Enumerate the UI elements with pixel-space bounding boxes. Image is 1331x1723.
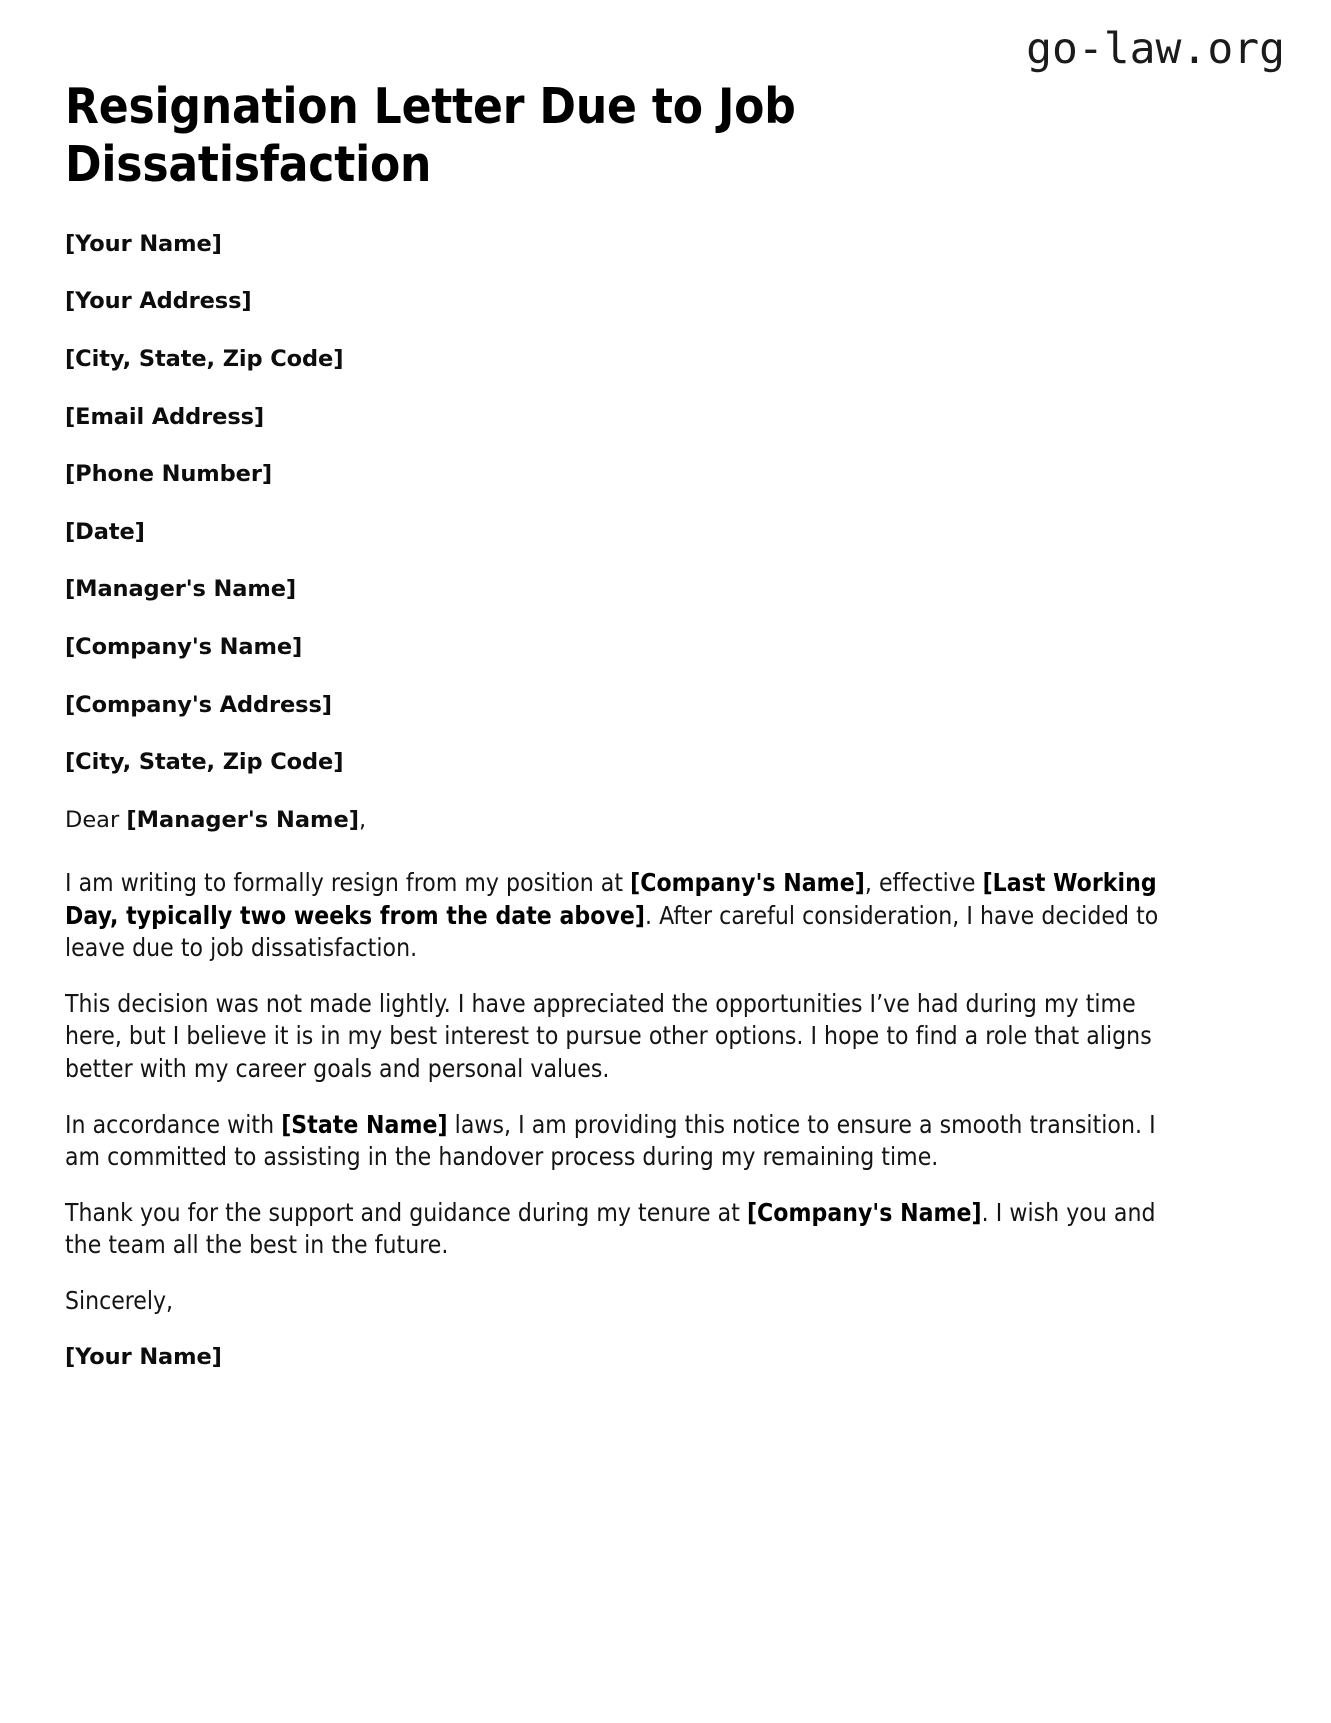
header-placeholder-line: [Company's Name] xyxy=(65,634,303,660)
page-title: Resignation Letter Due to Job Dissatisfaction xyxy=(65,78,796,193)
letter-body-block xyxy=(65,867,1266,1262)
body-paragraph-state-law-notice xyxy=(65,1109,1195,1174)
body-text-run: This decision was not made lightly. I have appreciated the opportunities I’ve had during my time here, but I believe it is in my best interest to pursue other options. I hope to find a role that aligns better with my career goals and personal values. xyxy=(65,988,1152,1084)
signature-line: [Your Name] xyxy=(65,1344,222,1371)
header-placeholder-line: [City, State, Zip Code] xyxy=(65,749,344,776)
header-placeholder-line: [Your Address] xyxy=(65,288,252,315)
header-placeholder-line: [Your Name] xyxy=(65,230,222,257)
placeholder-token: [State Name] xyxy=(281,1109,448,1139)
salutation-punctuation: , xyxy=(359,806,367,833)
body-text-run: Thank you for the support and guidance during my tenure at xyxy=(65,1197,747,1227)
body-paragraph-gratitude xyxy=(65,1197,1195,1262)
body-text-run: , effective xyxy=(864,868,983,898)
placeholder-token: [Last Working Day, typically two weeks from the date above] xyxy=(65,868,1157,930)
body-paragraph-decision-rationale xyxy=(65,988,1195,1086)
header-placeholder-line: [Phone Number] xyxy=(65,461,272,488)
salutation-recipient: [Manager's Name] xyxy=(126,806,359,833)
header-placeholder-line: [Manager's Name] xyxy=(65,576,297,603)
closing-line: Sincerely, xyxy=(65,1285,174,1315)
header-placeholder-line: [Company's Address] xyxy=(65,691,332,718)
header-placeholder-line: [Date] xyxy=(65,518,145,545)
salutation xyxy=(65,806,1266,835)
placeholder-token: [Company's Name] xyxy=(746,1197,982,1227)
placeholder-token: [Company's Name] xyxy=(630,868,865,898)
salutation-greeting: Dear xyxy=(65,806,127,833)
body-text-run: laws, I am providing this notice to ensure a smooth transition. I am committed to assisting in the handover process during my remaining time. xyxy=(65,1109,1156,1172)
letter-header-block xyxy=(65,230,1266,777)
header-placeholder-line: [City, State, Zip Code] xyxy=(65,345,344,372)
body-text-run: . I wish you and the team all the best in the future. xyxy=(65,1197,1156,1260)
site-watermark: go-law.org xyxy=(1026,24,1285,74)
body-text-run: In accordance with xyxy=(65,1109,282,1139)
body-paragraph-resignation-notice xyxy=(65,867,1195,965)
header-placeholder-line: [Email Address] xyxy=(65,403,265,430)
body-text-run: I am writing to formally resign from my position at xyxy=(65,868,631,898)
body-text-run: . After careful consideration, I have decided to leave due to job dissatisfaction. xyxy=(65,900,1159,963)
